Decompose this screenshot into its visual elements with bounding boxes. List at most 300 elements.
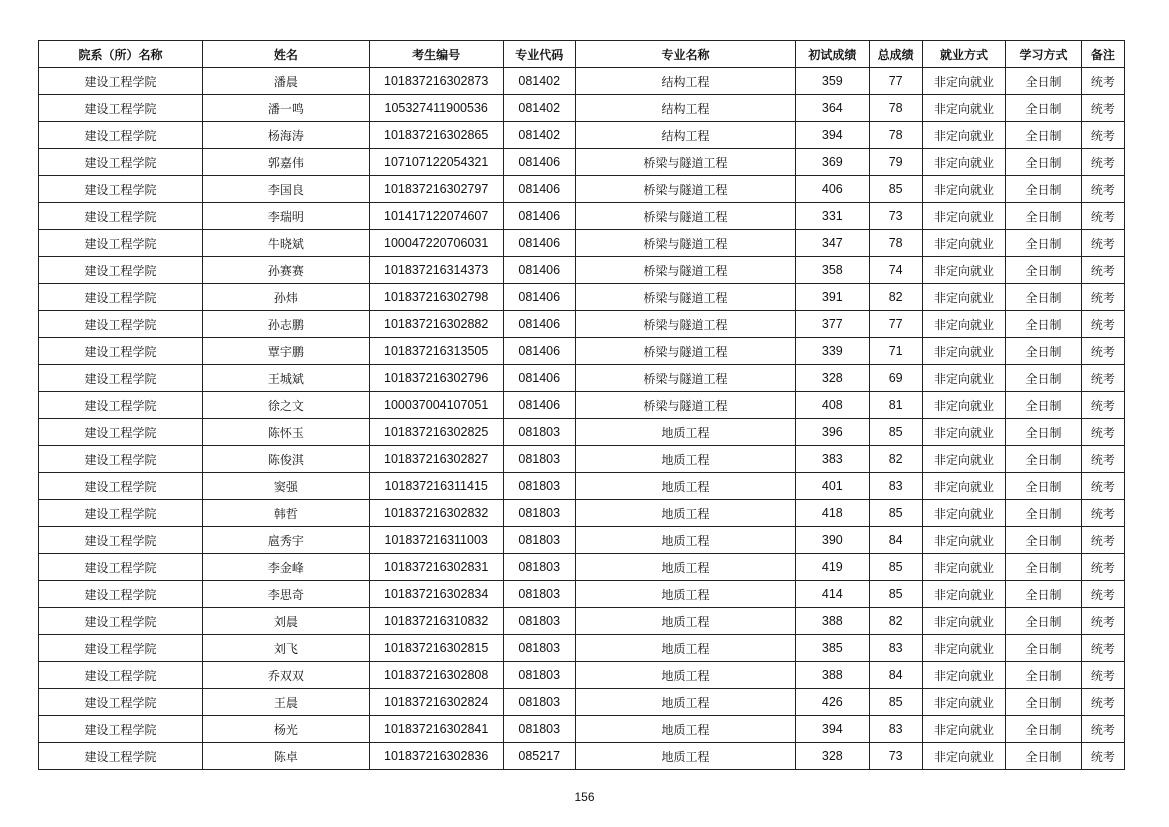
cell-major-code: 081406 — [503, 203, 575, 230]
cell-employment-type: 非定向就业 — [922, 149, 1005, 176]
cell-candidate-id: 101837216311415 — [369, 473, 503, 500]
cell-study-mode: 全日制 — [1006, 149, 1081, 176]
cell-employment-type: 非定向就业 — [922, 95, 1005, 122]
cell-major-name: 桥梁与隧道工程 — [575, 365, 795, 392]
cell-total-score: 83 — [869, 473, 922, 500]
cell-employment-type: 非定向就业 — [922, 419, 1005, 446]
cell-total-score: 71 — [869, 338, 922, 365]
cell-candidate-id: 101837216314373 — [369, 257, 503, 284]
cell-remarks: 统考 — [1081, 230, 1124, 257]
cell-preliminary-score: 377 — [796, 311, 869, 338]
header-name: 姓名 — [202, 41, 369, 68]
cell-remarks: 统考 — [1081, 257, 1124, 284]
cell-major-code: 081803 — [503, 419, 575, 446]
header-row — [39, 41, 1125, 68]
table-row — [39, 365, 1125, 392]
cell-major-name: 地质工程 — [575, 500, 795, 527]
cell-candidate-id: 100047220706031 — [369, 230, 503, 257]
cell-employment-type: 非定向就业 — [922, 68, 1005, 95]
cell-department: 建设工程学院 — [39, 743, 203, 770]
cell-major-name: 地质工程 — [575, 662, 795, 689]
cell-major-name: 地质工程 — [575, 689, 795, 716]
cell-remarks: 统考 — [1081, 176, 1124, 203]
cell-department: 建设工程学院 — [39, 500, 203, 527]
cell-employment-type: 非定向就业 — [922, 365, 1005, 392]
cell-major-code: 081402 — [503, 122, 575, 149]
cell-department: 建设工程学院 — [39, 716, 203, 743]
cell-total-score: 82 — [869, 608, 922, 635]
cell-candidate-id: 101837216313505 — [369, 338, 503, 365]
cell-employment-type: 非定向就业 — [922, 554, 1005, 581]
cell-department: 建设工程学院 — [39, 662, 203, 689]
table-row — [39, 473, 1125, 500]
cell-preliminary-score: 383 — [796, 446, 869, 473]
table-row — [39, 230, 1125, 257]
cell-preliminary-score: 359 — [796, 68, 869, 95]
cell-major-name: 桥梁与隧道工程 — [575, 284, 795, 311]
table-row — [39, 527, 1125, 554]
cell-remarks: 统考 — [1081, 635, 1124, 662]
cell-total-score: 69 — [869, 365, 922, 392]
header-major-name: 专业名称 — [575, 41, 795, 68]
cell-major-code: 081803 — [503, 689, 575, 716]
cell-study-mode: 全日制 — [1006, 203, 1081, 230]
cell-total-score: 79 — [869, 149, 922, 176]
table-row — [39, 554, 1125, 581]
cell-candidate-id: 101837216302873 — [369, 68, 503, 95]
cell-study-mode: 全日制 — [1006, 527, 1081, 554]
cell-study-mode: 全日制 — [1006, 581, 1081, 608]
cell-employment-type: 非定向就业 — [922, 122, 1005, 149]
cell-total-score: 83 — [869, 716, 922, 743]
cell-study-mode: 全日制 — [1006, 419, 1081, 446]
cell-preliminary-score: 401 — [796, 473, 869, 500]
cell-name: 潘晨 — [202, 68, 369, 95]
cell-study-mode: 全日制 — [1006, 338, 1081, 365]
cell-remarks: 统考 — [1081, 473, 1124, 500]
cell-preliminary-score: 426 — [796, 689, 869, 716]
cell-major-code: 081406 — [503, 149, 575, 176]
table-row — [39, 284, 1125, 311]
table-row — [39, 608, 1125, 635]
cell-major-code: 081406 — [503, 392, 575, 419]
cell-major-name: 桥梁与隧道工程 — [575, 203, 795, 230]
cell-major-name: 地质工程 — [575, 635, 795, 662]
admission-list — [38, 40, 1125, 770]
cell-preliminary-score: 396 — [796, 419, 869, 446]
cell-name: 覃宇鹏 — [202, 338, 369, 365]
cell-total-score: 85 — [869, 581, 922, 608]
cell-preliminary-score: 408 — [796, 392, 869, 419]
cell-remarks: 统考 — [1081, 689, 1124, 716]
cell-remarks: 统考 — [1081, 392, 1124, 419]
header-preliminary-score: 初试成绩 — [796, 41, 869, 68]
cell-study-mode: 全日制 — [1006, 662, 1081, 689]
cell-total-score: 85 — [869, 176, 922, 203]
cell-employment-type: 非定向就业 — [922, 662, 1005, 689]
cell-major-code: 081406 — [503, 365, 575, 392]
cell-employment-type: 非定向就业 — [922, 392, 1005, 419]
header-total-score: 总成绩 — [869, 41, 922, 68]
cell-candidate-id: 101837216302798 — [369, 284, 503, 311]
table-row — [39, 122, 1125, 149]
cell-department: 建设工程学院 — [39, 419, 203, 446]
table-row — [39, 446, 1125, 473]
cell-study-mode: 全日制 — [1006, 284, 1081, 311]
cell-remarks: 统考 — [1081, 716, 1124, 743]
cell-employment-type: 非定向就业 — [922, 230, 1005, 257]
cell-department: 建设工程学院 — [39, 257, 203, 284]
cell-name: 王晨 — [202, 689, 369, 716]
cell-total-score: 85 — [869, 500, 922, 527]
cell-preliminary-score: 328 — [796, 743, 869, 770]
cell-major-name: 地质工程 — [575, 608, 795, 635]
cell-preliminary-score: 390 — [796, 527, 869, 554]
cell-major-code: 081803 — [503, 716, 575, 743]
table-row — [39, 743, 1125, 770]
cell-major-name: 地质工程 — [575, 473, 795, 500]
header-department: 院系（所）名称 — [39, 41, 203, 68]
cell-preliminary-score: 388 — [796, 608, 869, 635]
cell-major-name: 结构工程 — [575, 95, 795, 122]
header-employment-type: 就业方式 — [922, 41, 1005, 68]
cell-major-name: 地质工程 — [575, 527, 795, 554]
cell-candidate-id: 101837216302824 — [369, 689, 503, 716]
cell-total-score: 78 — [869, 95, 922, 122]
cell-employment-type: 非定向就业 — [922, 716, 1005, 743]
cell-candidate-id: 101837216311003 — [369, 527, 503, 554]
cell-remarks: 统考 — [1081, 122, 1124, 149]
cell-name: 牛晓斌 — [202, 230, 369, 257]
cell-name: 乔双双 — [202, 662, 369, 689]
cell-total-score: 77 — [869, 68, 922, 95]
cell-total-score: 81 — [869, 392, 922, 419]
cell-department: 建设工程学院 — [39, 68, 203, 95]
cell-major-name: 地质工程 — [575, 419, 795, 446]
cell-candidate-id: 101837216310832 — [369, 608, 503, 635]
cell-preliminary-score: 347 — [796, 230, 869, 257]
cell-preliminary-score: 369 — [796, 149, 869, 176]
cell-remarks: 统考 — [1081, 419, 1124, 446]
cell-total-score: 84 — [869, 662, 922, 689]
cell-preliminary-score: 328 — [796, 365, 869, 392]
cell-name: 杨光 — [202, 716, 369, 743]
cell-name: 郭嘉伟 — [202, 149, 369, 176]
cell-major-code: 081406 — [503, 230, 575, 257]
cell-study-mode: 全日制 — [1006, 392, 1081, 419]
cell-major-code: 081406 — [503, 284, 575, 311]
cell-remarks: 统考 — [1081, 203, 1124, 230]
cell-preliminary-score: 414 — [796, 581, 869, 608]
cell-candidate-id: 101837216302808 — [369, 662, 503, 689]
cell-department: 建设工程学院 — [39, 311, 203, 338]
cell-candidate-id: 101837216302865 — [369, 122, 503, 149]
cell-major-name: 桥梁与隧道工程 — [575, 392, 795, 419]
cell-candidate-id: 101837216302882 — [369, 311, 503, 338]
cell-preliminary-score: 388 — [796, 662, 869, 689]
cell-study-mode: 全日制 — [1006, 176, 1081, 203]
cell-employment-type: 非定向就业 — [922, 203, 1005, 230]
cell-candidate-id: 107107122054321 — [369, 149, 503, 176]
cell-study-mode: 全日制 — [1006, 68, 1081, 95]
cell-total-score: 85 — [869, 554, 922, 581]
cell-remarks: 统考 — [1081, 743, 1124, 770]
cell-remarks: 统考 — [1081, 446, 1124, 473]
cell-major-name: 地质工程 — [575, 554, 795, 581]
table-row — [39, 419, 1125, 446]
cell-remarks: 统考 — [1081, 662, 1124, 689]
cell-department: 建设工程学院 — [39, 392, 203, 419]
cell-remarks: 统考 — [1081, 149, 1124, 176]
cell-preliminary-score: 339 — [796, 338, 869, 365]
cell-major-code: 081803 — [503, 554, 575, 581]
cell-name: 陈怀玉 — [202, 419, 369, 446]
cell-study-mode: 全日制 — [1006, 635, 1081, 662]
cell-department: 建设工程学院 — [39, 446, 203, 473]
cell-remarks: 统考 — [1081, 338, 1124, 365]
table-row — [39, 176, 1125, 203]
cell-department: 建设工程学院 — [39, 581, 203, 608]
table-row — [39, 338, 1125, 365]
cell-total-score: 74 — [869, 257, 922, 284]
cell-name: 孙炜 — [202, 284, 369, 311]
cell-total-score: 73 — [869, 203, 922, 230]
cell-major-name: 地质工程 — [575, 446, 795, 473]
cell-candidate-id: 105327411900536 — [369, 95, 503, 122]
cell-candidate-id: 100037004107051 — [369, 392, 503, 419]
table-row — [39, 500, 1125, 527]
cell-employment-type: 非定向就业 — [922, 500, 1005, 527]
cell-total-score: 82 — [869, 446, 922, 473]
table-row — [39, 581, 1125, 608]
cell-candidate-id: 101837216302834 — [369, 581, 503, 608]
cell-department: 建设工程学院 — [39, 122, 203, 149]
cell-name: 陈俊淇 — [202, 446, 369, 473]
cell-study-mode: 全日制 — [1006, 608, 1081, 635]
cell-major-code: 081406 — [503, 176, 575, 203]
cell-department: 建设工程学院 — [39, 149, 203, 176]
cell-employment-type: 非定向就业 — [922, 743, 1005, 770]
cell-name: 李瑞明 — [202, 203, 369, 230]
admission-table — [38, 40, 1125, 770]
cell-name: 刘晨 — [202, 608, 369, 635]
cell-total-score: 82 — [869, 284, 922, 311]
cell-major-name: 桥梁与隧道工程 — [575, 149, 795, 176]
cell-candidate-id: 101837216302797 — [369, 176, 503, 203]
cell-employment-type: 非定向就业 — [922, 176, 1005, 203]
page-number: 156 — [574, 790, 595, 804]
cell-employment-type: 非定向就业 — [922, 689, 1005, 716]
cell-employment-type: 非定向就业 — [922, 608, 1005, 635]
cell-preliminary-score: 358 — [796, 257, 869, 284]
cell-major-name: 地质工程 — [575, 743, 795, 770]
cell-preliminary-score: 394 — [796, 122, 869, 149]
cell-preliminary-score: 406 — [796, 176, 869, 203]
table-row — [39, 257, 1125, 284]
cell-total-score: 73 — [869, 743, 922, 770]
cell-total-score: 78 — [869, 230, 922, 257]
cell-department: 建设工程学院 — [39, 338, 203, 365]
cell-remarks: 统考 — [1081, 500, 1124, 527]
cell-candidate-id: 101837216302836 — [369, 743, 503, 770]
cell-name: 潘一鸣 — [202, 95, 369, 122]
cell-candidate-id: 101837216302815 — [369, 635, 503, 662]
cell-major-name: 结构工程 — [575, 122, 795, 149]
cell-major-code: 081803 — [503, 527, 575, 554]
cell-name: 杨海涛 — [202, 122, 369, 149]
cell-remarks: 统考 — [1081, 581, 1124, 608]
cell-study-mode: 全日制 — [1006, 554, 1081, 581]
cell-name: 李思奇 — [202, 581, 369, 608]
table-row — [39, 68, 1125, 95]
cell-employment-type: 非定向就业 — [922, 338, 1005, 365]
cell-name: 刘飞 — [202, 635, 369, 662]
cell-major-code: 081402 — [503, 95, 575, 122]
cell-study-mode: 全日制 — [1006, 500, 1081, 527]
cell-major-name: 桥梁与隧道工程 — [575, 311, 795, 338]
cell-study-mode: 全日制 — [1006, 365, 1081, 392]
cell-department: 建设工程学院 — [39, 689, 203, 716]
cell-department: 建设工程学院 — [39, 95, 203, 122]
cell-study-mode: 全日制 — [1006, 716, 1081, 743]
cell-employment-type: 非定向就业 — [922, 581, 1005, 608]
cell-study-mode: 全日制 — [1006, 230, 1081, 257]
table-row — [39, 149, 1125, 176]
header-study-mode: 学习方式 — [1006, 41, 1081, 68]
cell-major-code: 081803 — [503, 608, 575, 635]
cell-name: 李国良 — [202, 176, 369, 203]
cell-name: 徐之文 — [202, 392, 369, 419]
cell-major-code: 081402 — [503, 68, 575, 95]
cell-major-name: 桥梁与隧道工程 — [575, 257, 795, 284]
cell-remarks: 统考 — [1081, 608, 1124, 635]
cell-remarks: 统考 — [1081, 311, 1124, 338]
cell-employment-type: 非定向就业 — [922, 527, 1005, 554]
table-row — [39, 689, 1125, 716]
cell-department: 建设工程学院 — [39, 230, 203, 257]
cell-major-name: 结构工程 — [575, 68, 795, 95]
cell-employment-type: 非定向就业 — [922, 473, 1005, 500]
cell-remarks: 统考 — [1081, 527, 1124, 554]
cell-remarks: 统考 — [1081, 554, 1124, 581]
table-row — [39, 203, 1125, 230]
cell-employment-type: 非定向就业 — [922, 284, 1005, 311]
cell-candidate-id: 101417122074607 — [369, 203, 503, 230]
cell-department: 建设工程学院 — [39, 554, 203, 581]
cell-major-name: 桥梁与隧道工程 — [575, 230, 795, 257]
cell-name: 扈秀宇 — [202, 527, 369, 554]
cell-department: 建设工程学院 — [39, 608, 203, 635]
header-major-code: 专业代码 — [503, 41, 575, 68]
table-body — [39, 68, 1125, 770]
cell-name: 孙志鹏 — [202, 311, 369, 338]
cell-candidate-id: 101837216302825 — [369, 419, 503, 446]
cell-preliminary-score: 419 — [796, 554, 869, 581]
cell-study-mode: 全日制 — [1006, 311, 1081, 338]
cell-name: 陈卓 — [202, 743, 369, 770]
cell-remarks: 统考 — [1081, 95, 1124, 122]
cell-remarks: 统考 — [1081, 68, 1124, 95]
cell-major-name: 地质工程 — [575, 716, 795, 743]
cell-major-name: 桥梁与隧道工程 — [575, 176, 795, 203]
cell-total-score: 83 — [869, 635, 922, 662]
cell-major-code: 081803 — [503, 473, 575, 500]
cell-employment-type: 非定向就业 — [922, 311, 1005, 338]
cell-study-mode: 全日制 — [1006, 257, 1081, 284]
cell-candidate-id: 101837216302832 — [369, 500, 503, 527]
cell-major-code: 081803 — [503, 662, 575, 689]
cell-study-mode: 全日制 — [1006, 689, 1081, 716]
table-row — [39, 392, 1125, 419]
cell-preliminary-score: 331 — [796, 203, 869, 230]
cell-major-code: 081406 — [503, 311, 575, 338]
cell-name: 韩哲 — [202, 500, 369, 527]
header-candidate-id: 考生编号 — [369, 41, 503, 68]
cell-major-code: 081803 — [503, 581, 575, 608]
cell-employment-type: 非定向就业 — [922, 257, 1005, 284]
cell-study-mode: 全日制 — [1006, 446, 1081, 473]
cell-employment-type: 非定向就业 — [922, 635, 1005, 662]
table-row — [39, 716, 1125, 743]
cell-name: 窦强 — [202, 473, 369, 500]
cell-preliminary-score: 418 — [796, 500, 869, 527]
cell-study-mode: 全日制 — [1006, 743, 1081, 770]
cell-total-score: 84 — [869, 527, 922, 554]
cell-total-score: 78 — [869, 122, 922, 149]
cell-major-code: 081803 — [503, 635, 575, 662]
cell-major-code: 081803 — [503, 446, 575, 473]
table-row — [39, 635, 1125, 662]
cell-department: 建设工程学院 — [39, 473, 203, 500]
cell-name: 王城斌 — [202, 365, 369, 392]
cell-major-code: 085217 — [503, 743, 575, 770]
cell-preliminary-score: 385 — [796, 635, 869, 662]
cell-study-mode: 全日制 — [1006, 95, 1081, 122]
cell-total-score: 85 — [869, 689, 922, 716]
cell-total-score: 77 — [869, 311, 922, 338]
cell-major-code: 081803 — [503, 500, 575, 527]
table-row — [39, 662, 1125, 689]
header-remarks: 备注 — [1081, 41, 1124, 68]
cell-candidate-id: 101837216302827 — [369, 446, 503, 473]
cell-name: 孙赛赛 — [202, 257, 369, 284]
cell-major-code: 081406 — [503, 338, 575, 365]
cell-candidate-id: 101837216302796 — [369, 365, 503, 392]
table-row — [39, 311, 1125, 338]
cell-remarks: 统考 — [1081, 284, 1124, 311]
cell-department: 建设工程学院 — [39, 365, 203, 392]
cell-department: 建设工程学院 — [39, 635, 203, 662]
cell-total-score: 85 — [869, 419, 922, 446]
cell-major-name: 桥梁与隧道工程 — [575, 338, 795, 365]
cell-major-code: 081406 — [503, 257, 575, 284]
cell-major-name: 地质工程 — [575, 581, 795, 608]
cell-candidate-id: 101837216302831 — [369, 554, 503, 581]
cell-study-mode: 全日制 — [1006, 473, 1081, 500]
cell-name: 李金峰 — [202, 554, 369, 581]
cell-department: 建设工程学院 — [39, 203, 203, 230]
cell-department: 建设工程学院 — [39, 176, 203, 203]
cell-preliminary-score: 364 — [796, 95, 869, 122]
cell-preliminary-score: 394 — [796, 716, 869, 743]
cell-study-mode: 全日制 — [1006, 122, 1081, 149]
cell-department: 建设工程学院 — [39, 527, 203, 554]
cell-candidate-id: 101837216302841 — [369, 716, 503, 743]
cell-department: 建设工程学院 — [39, 284, 203, 311]
cell-employment-type: 非定向就业 — [922, 446, 1005, 473]
cell-remarks: 统考 — [1081, 365, 1124, 392]
cell-preliminary-score: 391 — [796, 284, 869, 311]
